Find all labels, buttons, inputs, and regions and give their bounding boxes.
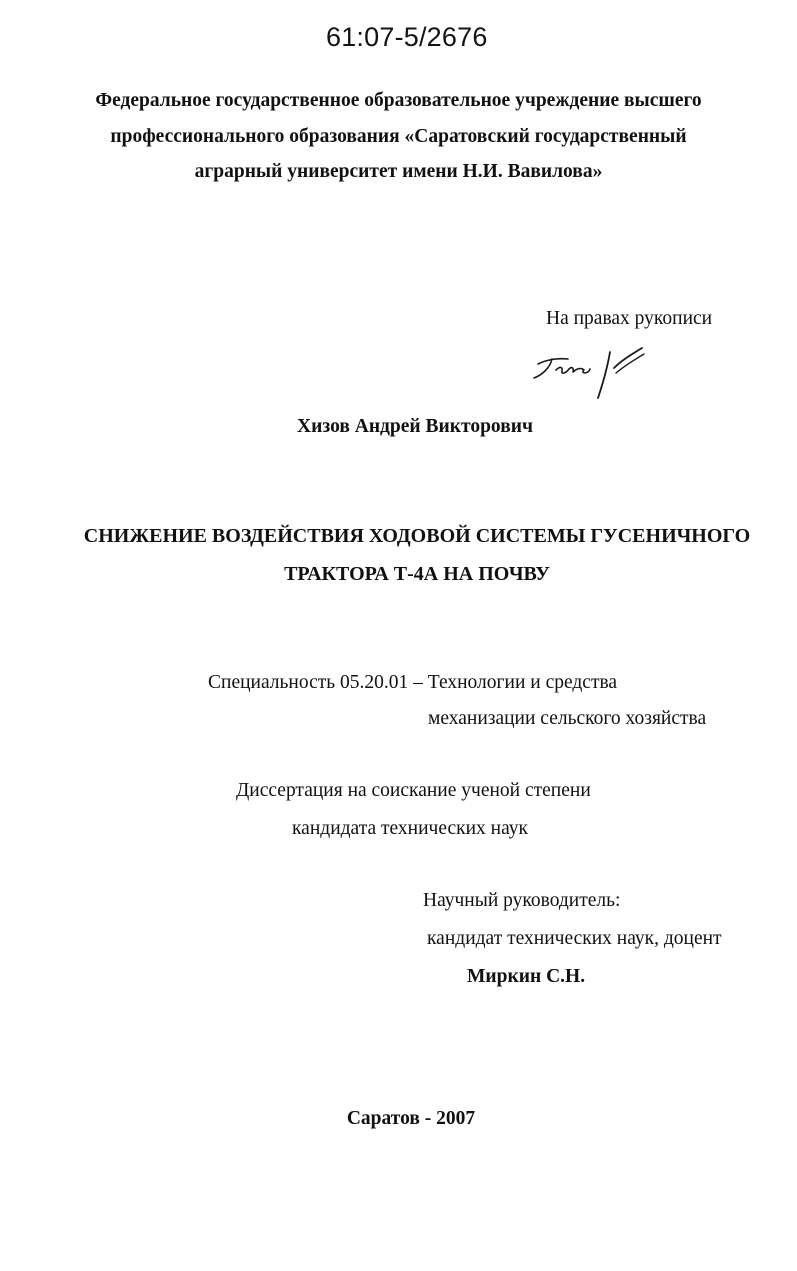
institution-line-1: Федеральное государственное образовательное учреждение высшего — [95, 90, 702, 111]
institution-line-3: аграрный университет имени Н.И. Вавилова» — [194, 161, 603, 182]
archive-code: 61:07-5/2676 — [326, 22, 488, 52]
degree-statement-line-1: Диссертация на соискание ученой степени — [236, 780, 591, 801]
manuscript-rights-note: На правах рукописи — [546, 308, 713, 329]
specialty-line-1: Специальность 05.20.01 – Технологии и средства — [208, 672, 618, 693]
specialty-line-2: механизации сельского хозяйства — [428, 708, 707, 729]
supervisor-name: Миркин С.Н. — [467, 966, 586, 987]
author-name: Хизов Андрей Викторович — [297, 416, 533, 437]
author-signature — [530, 340, 648, 402]
institution-line-2: профессионального образования «Саратовский государственный — [110, 126, 687, 147]
supervisor-degree: кандидат технических наук, доцент — [427, 928, 722, 949]
dissertation-title-line-1: СНИЖЕНИЕ ВОЗДЕЙСТВИЯ ХОДОВОЙ СИСТЕМЫ ГУСЕНИЧНОГО — [83, 525, 751, 547]
city-year: Саратов - 2007 — [346, 1108, 476, 1129]
dissertation-title-line-2: ТРАКТОРА Т-4А НА ПОЧВУ — [284, 563, 550, 585]
supervisor-label: Научный руководитель: — [423, 890, 621, 911]
degree-statement-line-2: кандидата технических наук — [292, 818, 528, 839]
